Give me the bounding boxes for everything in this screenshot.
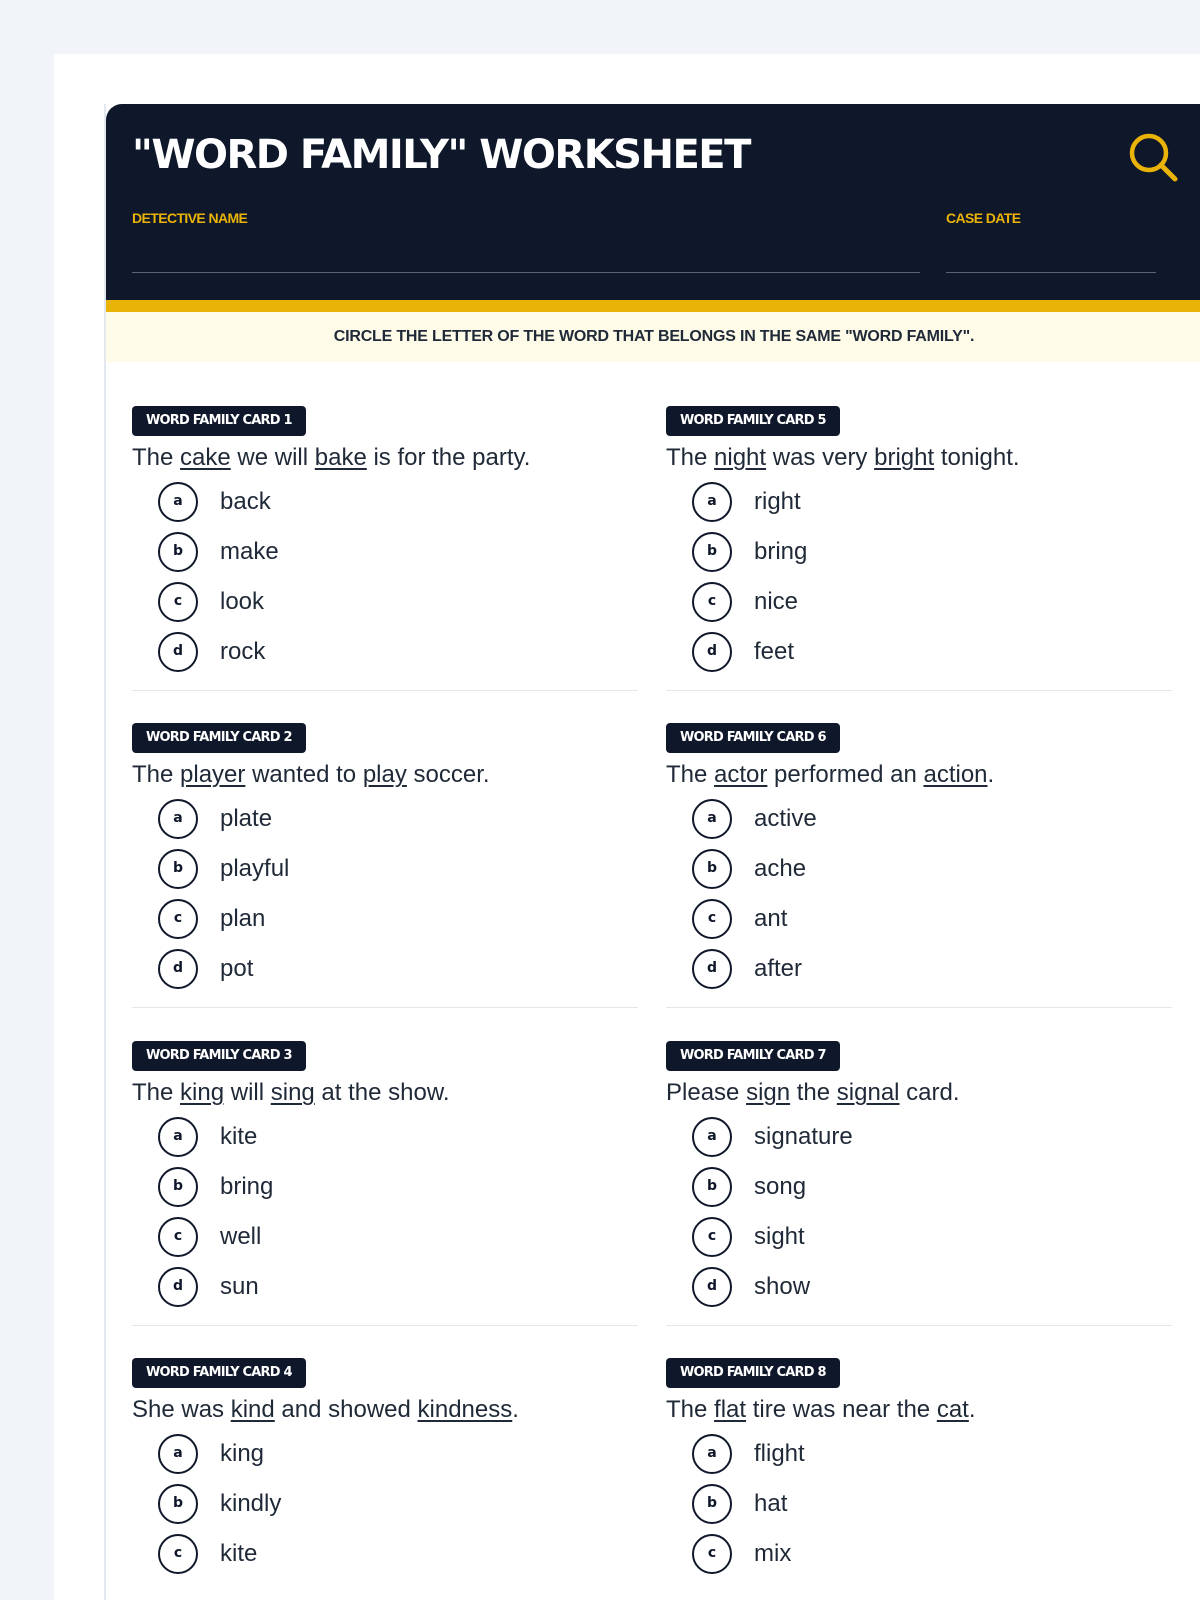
word-family-card-3: [132, 1041, 638, 1341]
underlined-word: bake: [314, 444, 367, 471]
option-letter-bubble[interactable]: b: [158, 1167, 198, 1207]
sentence-text: The: [132, 1079, 181, 1106]
sentence-text: performed an: [767, 761, 924, 788]
card-divider: [132, 1325, 638, 1326]
sentence-text: we will: [230, 444, 315, 471]
underlined-word: king: [180, 1079, 225, 1106]
option-word: sun: [220, 1273, 259, 1300]
worksheet-header: [106, 104, 1200, 300]
option-letter-bubble[interactable]: a: [692, 1434, 732, 1474]
option-letter-bubble[interactable]: b: [158, 532, 198, 572]
sentence-text: .: [512, 1396, 519, 1423]
sentence-text: and showed: [274, 1396, 418, 1423]
option-word: kite: [220, 1540, 258, 1567]
card-badge: WORD FAMILY CARD 5: [666, 406, 840, 436]
underlined-word: actor: [714, 761, 768, 788]
option-word: make: [220, 538, 279, 565]
option-letter-bubble[interactable]: d: [158, 1267, 198, 1307]
option-word: bring: [220, 1173, 274, 1200]
option-word: rock: [220, 638, 266, 665]
underlined-word: action: [923, 761, 988, 788]
option-letter-bubble[interactable]: c: [158, 1534, 198, 1574]
option-word: well: [220, 1223, 262, 1250]
underlined-word: kindness: [417, 1396, 513, 1423]
option-word: ant: [754, 905, 788, 932]
option-letter-bubble[interactable]: d: [692, 632, 732, 672]
option-letter-bubble[interactable]: c: [158, 1217, 198, 1257]
word-family-card-2: [132, 723, 638, 1023]
option-word: hat: [754, 1490, 788, 1517]
option-letter-bubble[interactable]: a: [692, 482, 732, 522]
card-sentence: [666, 1396, 976, 1424]
card-sentence: [666, 444, 1020, 472]
sentence-text: tonight.: [934, 444, 1020, 471]
option-word: show: [754, 1273, 811, 1300]
sentence-text: the: [790, 1079, 837, 1106]
sentence-text: at the show.: [314, 1079, 450, 1106]
option-word: kindly: [220, 1490, 282, 1517]
option-letter-bubble[interactable]: d: [158, 949, 198, 989]
sentence-text: The: [666, 761, 715, 788]
option-letter-bubble[interactable]: a: [692, 1117, 732, 1157]
option-letter-bubble[interactable]: a: [158, 1117, 198, 1157]
card-divider: [666, 1325, 1172, 1326]
card-badge: WORD FAMILY CARD 7: [666, 1041, 840, 1071]
underlined-word: sign: [746, 1079, 791, 1106]
word-family-card-8: [666, 1358, 1172, 1600]
option-letter-bubble[interactable]: c: [692, 899, 732, 939]
word-family-card-1: [132, 406, 638, 706]
underlined-word: cat: [936, 1396, 969, 1423]
option-word: ache: [754, 855, 807, 882]
detective-name-label: DETECTIVE NAME: [132, 210, 248, 226]
sentence-text: wanted to: [245, 761, 363, 788]
instructions: CIRCLE THE LETTER OF THE WORD THAT BELONGS IN THE SAME "WORD FAMILY".: [106, 312, 1200, 362]
sentence-text: card.: [899, 1079, 960, 1106]
magnifying-glass-icon: [1128, 132, 1180, 184]
word-family-card-7: [666, 1041, 1172, 1341]
option-word: signature: [754, 1123, 853, 1150]
underlined-word: player: [180, 761, 246, 788]
sentence-text: The: [666, 444, 715, 471]
underlined-word: play: [362, 761, 407, 788]
option-letter-bubble[interactable]: b: [692, 1167, 732, 1207]
card-badge: WORD FAMILY CARD 6: [666, 723, 840, 753]
detective-name-field[interactable]: [132, 272, 920, 273]
option-letter-bubble[interactable]: a: [158, 1434, 198, 1474]
option-word: playful: [220, 855, 290, 882]
option-word: after: [754, 955, 803, 982]
card-sentence: [666, 1079, 960, 1107]
option-word: plate: [220, 805, 273, 832]
option-word: pot: [220, 955, 254, 982]
option-letter-bubble[interactable]: b: [692, 849, 732, 889]
sentence-text: She was: [132, 1396, 231, 1423]
option-word: mix: [754, 1540, 792, 1567]
option-letter-bubble[interactable]: b: [158, 849, 198, 889]
word-family-card-4: [132, 1358, 638, 1600]
card-sentence: [132, 444, 530, 472]
option-letter-bubble[interactable]: b: [158, 1484, 198, 1524]
card-badge: WORD FAMILY CARD 2: [132, 723, 306, 753]
underlined-word: bright: [874, 444, 935, 471]
card-divider: [132, 1007, 638, 1008]
sentence-text: will: [224, 1079, 271, 1106]
option-letter-bubble[interactable]: d: [692, 949, 732, 989]
option-word: bring: [754, 538, 808, 565]
card-sentence: [666, 761, 994, 789]
card-sentence: [132, 761, 490, 789]
option-word: king: [220, 1440, 265, 1467]
card-badge: WORD FAMILY CARD 8: [666, 1358, 840, 1388]
option-word: song: [754, 1173, 807, 1200]
word-family-card-5: [666, 406, 1172, 706]
card-divider: [666, 1007, 1172, 1008]
sentence-text: The: [132, 444, 181, 471]
word-family-card-6: [666, 723, 1172, 1023]
card-badge: WORD FAMILY CARD 1: [132, 406, 306, 436]
option-word: nice: [754, 588, 799, 615]
option-word: right: [754, 488, 801, 515]
option-letter-bubble[interactable]: c: [692, 1217, 732, 1257]
sentence-text: The: [666, 1396, 715, 1423]
sentence-text: Please: [666, 1079, 747, 1106]
accent-stripe: [106, 300, 1200, 312]
option-letter-bubble[interactable]: d: [158, 632, 198, 672]
sentence-text: was very: [766, 444, 875, 471]
underlined-word: signal: [836, 1079, 900, 1106]
underlined-word: cake: [180, 444, 231, 471]
option-word: active: [754, 805, 817, 832]
option-letter-bubble[interactable]: c: [158, 899, 198, 939]
option-letter-bubble[interactable]: d: [692, 1267, 732, 1307]
option-word: kite: [220, 1123, 258, 1150]
option-word: sight: [754, 1223, 805, 1250]
option-letter-bubble[interactable]: a: [158, 482, 198, 522]
card-badge: WORD FAMILY CARD 4: [132, 1358, 306, 1388]
option-word: plan: [220, 905, 266, 932]
sentence-text: is for the party.: [366, 444, 531, 471]
card-sentence: [132, 1396, 519, 1424]
underlined-word: night: [714, 444, 767, 471]
option-letter-bubble[interactable]: b: [692, 1484, 732, 1524]
underlined-word: flat: [714, 1396, 747, 1423]
option-word: feet: [754, 638, 795, 665]
underlined-word: kind: [230, 1396, 275, 1423]
case-date-field[interactable]: [946, 272, 1156, 273]
option-letter-bubble[interactable]: c: [692, 1534, 732, 1574]
case-date-label: CASE DATE: [946, 210, 1021, 226]
card-divider: [666, 690, 1172, 691]
option-letter-bubble[interactable]: c: [158, 582, 198, 622]
worksheet: [104, 104, 1200, 1600]
option-word: flight: [754, 1440, 805, 1467]
option-word: look: [220, 588, 265, 615]
option-letter-bubble[interactable]: c: [692, 582, 732, 622]
sentence-text: .: [987, 761, 995, 788]
sentence-text: .: [968, 1396, 976, 1423]
worksheet-title: "WORD FAMILY" WORKSHEET: [132, 132, 750, 178]
card-sentence: [132, 1079, 450, 1107]
option-letter-bubble[interactable]: a: [158, 799, 198, 839]
card-divider: [132, 690, 638, 691]
sentence-text: The: [132, 761, 181, 788]
card-badge: WORD FAMILY CARD 3: [132, 1041, 306, 1071]
option-letter-bubble[interactable]: a: [692, 799, 732, 839]
sentence-text: tire was near the: [746, 1396, 937, 1423]
underlined-word: sing: [270, 1079, 315, 1106]
option-letter-bubble[interactable]: b: [692, 532, 732, 572]
option-word: back: [220, 488, 271, 515]
sentence-text: soccer.: [406, 761, 490, 788]
